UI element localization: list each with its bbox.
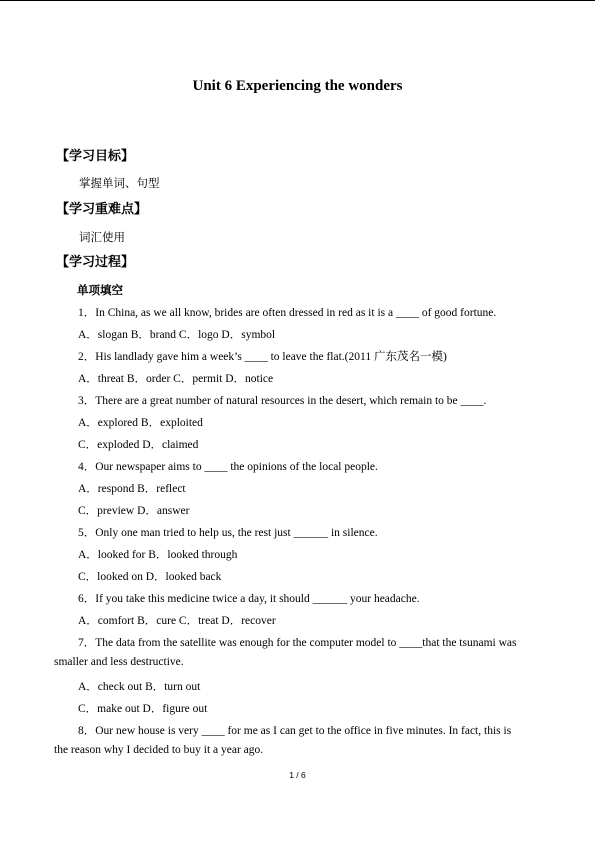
page-title: Unit 6 Experiencing the wonders: [192, 78, 403, 94]
question-5-stem: 5．Only one man tried to help us, the rest just ______ in silence.: [78, 527, 378, 539]
question-7-stem: 7．The data from the satellite was enough for the computer model to ____that the tsunami was: [78, 637, 517, 649]
question-4-stem: 4．Our newspaper aims to ____ the opinions of the local people.: [78, 461, 378, 473]
heading-key-points: 【学习重难点】: [56, 202, 148, 217]
question-8-stem-continued: the reason why I decided to buy it a year ago.: [54, 744, 264, 756]
question-1-stem: 1．In China, as we all know, brides are often dressed in red as it is a ____ of good fortune.: [78, 307, 497, 319]
question-6-options: A．comfort B．cure C．treat D．recover: [78, 615, 276, 627]
question-8-stem: 8．Our new house is very ____ for me as I can get to the office in five minutes. In fact, this is: [78, 725, 512, 737]
question-6-stem: 6．If you take this medicine twice a day, it should ______ your headache.: [78, 593, 420, 605]
top-rule: [0, 0, 595, 1]
subheading-single-choice: 单项填空: [77, 283, 123, 297]
question-5-options-cd: C．looked on D．looked back: [78, 571, 222, 583]
key-points-text: 词汇使用: [79, 230, 125, 244]
question-3-stem: 3．There are a great number of natural resources in the desert, which remain to be ____.: [78, 395, 487, 407]
question-1-options: A．slogan B．brand C．logo D．symbol: [78, 329, 276, 341]
question-4-options-cd: C．preview D．answer: [78, 505, 190, 517]
page-number: 1 / 6: [289, 770, 306, 780]
question-3-options-ab: A．explored B．exploited: [78, 417, 203, 429]
question-7-stem-continued: smaller and less destructive.: [54, 656, 184, 668]
question-5-options-ab: A．looked for B．looked through: [78, 549, 238, 561]
question-7-options-cd: C．make out D．figure out: [78, 703, 208, 715]
question-4-options-ab: A．respond B．reflect: [78, 483, 186, 495]
question-2-options: A．threat B．order C．permit D．notice: [78, 373, 274, 385]
objectives-text: 掌握单词、句型: [79, 176, 160, 190]
question-7-options-ab: A．check out B．turn out: [78, 681, 201, 693]
heading-process: 【学习过程】: [56, 255, 135, 270]
question-3-options-cd: C．exploded D．claimed: [78, 439, 199, 451]
question-2-stem: 2．His landlady gave him a week’s ____ to leave the flat.(2011 广东茂名一模): [78, 351, 447, 363]
heading-objectives: 【学习目标】: [56, 149, 135, 164]
